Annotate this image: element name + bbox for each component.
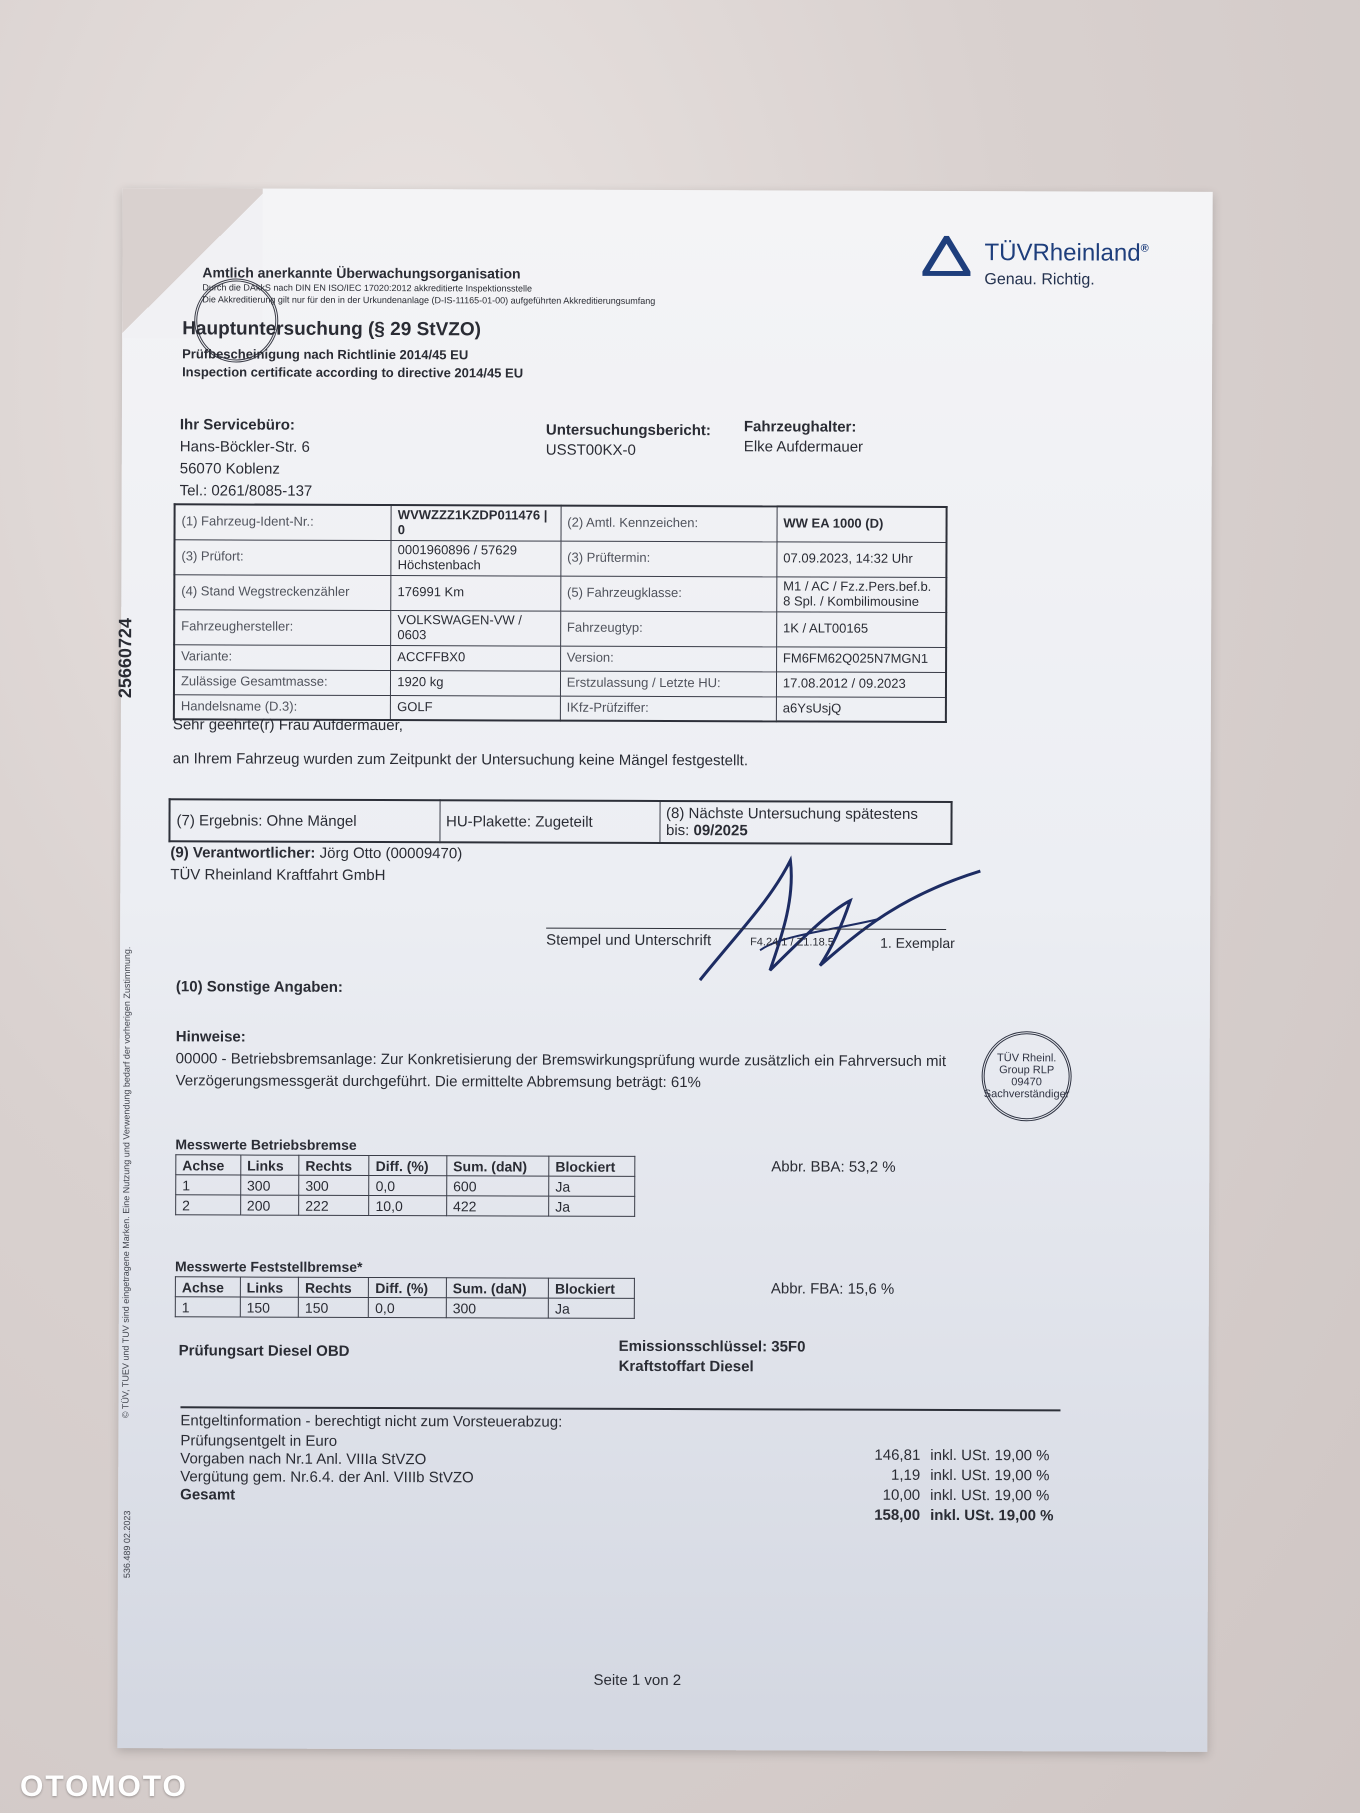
section-10-title: (10) Sonstige Angaben: [175, 978, 343, 996]
report-number: USST00KX-0 [545, 441, 636, 459]
signature-label: Stempel und Unterschrift [546, 931, 712, 950]
logo-tagline: Genau. Richtig. [984, 271, 1095, 289]
service-brake-abbr: Abbr. BBA: 53,2 % [771, 1158, 896, 1176]
salutation: Sehr geehrte(r) Frau Aufdermauer, [172, 716, 404, 735]
copyright-notice: © TÜV, TUEV und TUV sind eingetragene Marken. Eine Nutzung und Verwendung bedarf der vorherigen Zustimmung. [120, 946, 133, 1419]
fuel-type: Kraftstoffart Diesel [618, 1357, 754, 1376]
table-row: 1 150 150 0,0 300 Ja [175, 1297, 634, 1319]
tuv-triangle-icon [922, 236, 970, 276]
fee-label-total: Gesamt [180, 1486, 236, 1504]
service-office-street: Hans-Böckler-Str. 6 [179, 438, 310, 456]
owner-label: Fahrzeughalter: [743, 418, 857, 436]
table-row: 1 300 300 0,0 600 Ja [176, 1175, 635, 1197]
hinweise-line1: 00000 - Betriebsbremsanlage: Zur Konkretisierung der Bremswirkungsprüfung wurde zusätzlich ein Fahrversuch mit [175, 1050, 947, 1070]
fee-amount: 1,19 [891, 1466, 921, 1484]
fee-amount: 10,00 [882, 1486, 921, 1504]
fee-tax: inkl. USt. 19,00 % [930, 1466, 1050, 1485]
service-office-phone: Tel.: 0261/8085-137 [179, 482, 313, 500]
fee-amount-total: 158,00 [874, 1506, 921, 1524]
signature [680, 840, 1011, 1001]
tuv-logo: TÜVRheinland® [984, 239, 1149, 267]
inspection-message: an Ihrem Fahrzeug wurden zum Zeitpunkt der Untersuchung keine Mängel festgestellt. [172, 750, 749, 770]
org-line1: Amtlich anerkannte Überwachungsorganisation [202, 264, 521, 282]
fee-label: Vergütung gem. Nr.6.4. der Anl. VIIIb StVZO [180, 1468, 474, 1487]
signature-code: F4.24.1 / Z1.18.5 [750, 936, 834, 949]
document-number: 25660724 [114, 617, 136, 699]
service-brake-table: Achse Links Rechts Diff. (%) Sum. (daN) Blockiert 1 300 300 0,0 600 Ja 2 200 222 10,0 422 Ja [175, 1154, 635, 1217]
table-row: (4) Stand Wegstreckenzähler 176991 Km (5) Fahrzeugklasse: M1 / AC / Fz.z.Pers.bef.b. 8 Spl. / Kombilimousine [174, 575, 946, 613]
parking-brake-abbr: Abbr. FBA: 15,6 % [770, 1280, 895, 1298]
responsible-company: TÜV Rheinland Kraftfahrt GmbH [170, 866, 386, 885]
subtitle-en: Inspection certificate according to directive 2014/45 EU [182, 364, 524, 381]
service-office-city: 56070 Koblenz [179, 460, 280, 478]
copy-label: 1. Exemplar [880, 934, 955, 952]
subtitle-de: Prüfbescheinigung nach Richtlinie 2014/45 EU [182, 346, 469, 363]
result-next-inspection: (8) Nächste Untersuchung spätestens bis: 09/2025 [659, 801, 951, 844]
table-row: Handelsname (D.3): GOLF IKfz-Prüfziffer: a6YsUsjQ [174, 694, 946, 722]
page-title: Hauptuntersuchung (§ 29 StVZO) [182, 318, 482, 341]
hinweise-label: Hinweise: [175, 1028, 246, 1046]
table-row: Variante: ACCFFBX0 Version: FM6FM62Q025N7MGN1 [174, 644, 946, 672]
otomoto-watermark: OTOMOTO [20, 1770, 188, 1803]
hinweise-line2: Verzögerungsmessgerät durchgeführt. Die ermittelte Abbremsung beträgt: 61% [175, 1072, 701, 1092]
table-row: 2 200 222 10,0 422 Ja [176, 1195, 635, 1217]
result-table [168, 798, 952, 845]
test-type: Prüfungsart Diesel OBD [178, 1342, 350, 1360]
report-label: Untersuchungsbericht: [545, 421, 711, 440]
form-code: 536.489 02.2023 [121, 1510, 133, 1579]
result-plakette: HU-Plakette: Zugeteilt [439, 800, 659, 843]
table-row: Fahrzeughersteller: VOLKSWAGEN-VW / 0603 Fahrzeugtyp: 1K / ALT00165 [174, 609, 946, 647]
fee-tax: inkl. USt. 19,00 % [930, 1446, 1050, 1465]
official-stamp: TÜV Rheinl. Group RLP 09470 Sachverständiger [981, 1031, 1071, 1121]
responsible-person: (9) Verantwortlicher: Jörg Otto (00009470) [170, 844, 463, 863]
fee-tax-total: inkl. USt. 19,00 % [930, 1506, 1054, 1525]
org-line2: Durch die DAkkS nach DIN EN ISO/IEC 17020:2012 akkreditierte Inspektionsstelle [202, 282, 533, 294]
certificate-sheet [114, 188, 1212, 1752]
fee-label: Vorgaben nach Nr.1 Anl. VIIIa StVZO [180, 1450, 427, 1469]
parking-brake-table: Achse Links Rechts Diff. (%) Sum. (daN) Blockiert 1 150 150 0,0 300 Ja [175, 1276, 635, 1319]
page-number: Seite 1 von 2 [593, 1671, 682, 1690]
service-brake-title: Messwerte Betriebsbremse [175, 1136, 357, 1153]
emission-key: Emissionsschlüssel: 35F0 [618, 1337, 806, 1356]
table-row: Zulässige Gesamtmasse: 1920 kg Erstzulassung / Letzte HU: 17.08.2012 / 09.2023 [174, 669, 946, 697]
fee-label: Prüfungsentgelt in Euro [180, 1432, 338, 1450]
service-office-label: Ihr Servicebüro: [179, 416, 295, 434]
owner-name: Elke Aufdermauer [743, 438, 864, 456]
fees-header: Entgeltinformation - berechtigt nicht zum Vorsteuerabzug: [180, 1412, 563, 1431]
fee-amount: 146,81 [874, 1446, 921, 1464]
result-ergebnis: (7) Ergebnis: Ohne Mängel [169, 799, 439, 842]
fees-divider [180, 1406, 1060, 1411]
table-row: (3) Prüfort: 0001960896 / 57629 Höchstenbach (3) Prüftermin: 07.09.2023, 14:32 Uhr [174, 540, 946, 578]
table-row: (1) Fahrzeug-Ident-Nr.: WVWZZZ1KZDP011476 | 0 (2) Amtl. Kennzeichen: WW EA 1000 (D) [174, 504, 946, 542]
vehicle-data-table [173, 503, 948, 723]
fee-tax: inkl. USt. 19,00 % [930, 1486, 1050, 1505]
parking-brake-title: Messwerte Feststellbremse* [174, 1258, 363, 1275]
org-line3: Die Akkreditierung gilt nur für den in der Urkundenanlage (D-IS-11165-01-00) aufgeführten Akkreditierungsumfang [202, 294, 656, 306]
